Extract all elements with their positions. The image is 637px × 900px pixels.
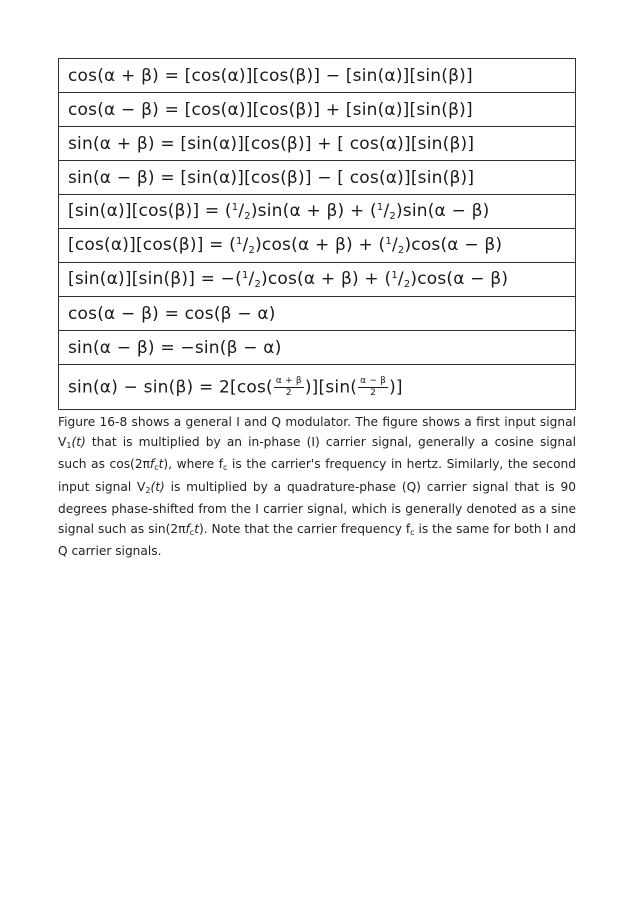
table-row	[59, 161, 576, 195]
identity-text: )cos(α + β) + (	[255, 235, 386, 255]
trig-identities-table	[58, 58, 576, 410]
fraction-denominator: 2	[285, 387, 292, 398]
fraction-denominator: 2	[244, 211, 251, 222]
table-row	[59, 263, 576, 297]
identity-cell	[59, 93, 576, 127]
table-row	[59, 195, 576, 229]
paragraph-text: ), where f	[163, 457, 223, 471]
identity-text: [sin(α)][cos(β)] = (	[68, 201, 232, 221]
identity-text: cos(α − β) = [cos(α)][cos(β)] + [sin(α)][sin(β)]	[68, 99, 473, 120]
table-row	[59, 331, 576, 365]
identity-text: )sin(α − β)	[395, 201, 490, 221]
identity-text: )cos(α + β) + (	[261, 269, 392, 289]
table-row	[59, 59, 576, 93]
table-row	[59, 127, 576, 161]
fraction-denominator: 2	[403, 279, 411, 290]
identity-cell: $[\cos(\alpha)][\cos(\beta)] = (^1/_2)\cos(\alpha + \beta) + (^1/_2)\cos(\alpha - \beta)$	[59, 229, 576, 263]
paragraph-text: (t)	[150, 479, 165, 494]
paragraph-text: is the carrier's frequency in hertz. Similarly, the second input signal V	[58, 457, 576, 494]
table-row	[59, 93, 576, 127]
identity-text: sin(α − β) = [sin(α)][cos(β)] − [ cos(α)][sin(β)]	[68, 167, 475, 188]
identity-text: sin(α) − sin(β) = 2[cos(	[68, 377, 273, 397]
fraction-numerator: 1	[391, 270, 398, 281]
subscript: c	[154, 463, 159, 472]
fraction-numerator: 1	[241, 270, 249, 281]
paragraph-text: is multiplied by a quadrature-phase (Q) carrier signal that is 90 degrees phase-shifted from the I carrier signal, which is generally denoted as a sine signal such as sin(2π	[58, 479, 576, 536]
paragraph-text: f	[149, 457, 155, 471]
fraction-denominator: 2	[254, 279, 262, 290]
body-paragraph	[58, 413, 576, 562]
paragraph-text: Figure 16-8 shows a general I and Q modulator. The figure shows a first input signal V	[58, 415, 576, 449]
fraction-numerator: 1	[376, 202, 384, 213]
identity-cell: $[\sin(\alpha)][\sin(\beta)] = -(^1/_2)\cos(\alpha + \beta) + (^1/_2)\cos(\alpha - \beta)$	[59, 263, 576, 297]
fraction-denominator: 2	[370, 387, 377, 398]
subscript: 2	[145, 485, 151, 495]
paragraph-text: is the same for both I and Q carrier signals.	[58, 521, 577, 558]
identity-cell	[59, 59, 576, 93]
identity-text: [cos(α)][cos(β)] = (	[68, 235, 237, 255]
fraction-numerator: 1	[231, 202, 239, 213]
subscript: c	[410, 527, 415, 537]
identity-cell	[59, 331, 576, 365]
paragraph-text: (t)	[71, 434, 86, 449]
identity-text: cos(α − β) = cos(β − α)	[68, 303, 276, 324]
subscript: 1	[66, 440, 72, 450]
identity-text: sin(α − β) = −sin(β − α)	[68, 337, 282, 358]
identity-text: )sin(α + β) + (	[250, 201, 377, 221]
fraction-denominator: 2	[248, 245, 256, 256]
paragraph-text: f	[185, 521, 190, 536]
paragraph-text: ). Note that the carrier frequency f	[198, 521, 411, 536]
fraction-denominator: 2	[397, 245, 405, 256]
paragraph-text: t	[194, 521, 199, 536]
identity-text: )cos(α − β)	[410, 269, 509, 289]
fraction-numerator: α − β	[360, 375, 387, 386]
fraction-numerator: 1	[236, 236, 243, 247]
fraction-numerator: α + β	[275, 375, 302, 386]
table-row	[59, 297, 576, 331]
fraction	[274, 376, 304, 399]
paragraph-text: t	[158, 457, 164, 471]
identity-cell: $[\sin(\alpha)][\cos(\beta)] = (^1/_2)\sin(\alpha + \beta) + (^1/_2)\sin(\alpha - \beta)$	[59, 195, 576, 229]
identity-cell	[59, 127, 576, 161]
subscript: c	[189, 527, 195, 537]
identity-cell	[59, 365, 576, 410]
identity-text: [sin(α)][sin(β)] = −(	[68, 269, 242, 289]
fraction-denominator: 2	[389, 211, 396, 222]
identity-text: )]	[389, 377, 403, 397]
identity-text: cos(α + β) = [cos(α)][cos(β)] − [sin(α)][sin(β)]	[68, 65, 473, 86]
identity-cell	[59, 297, 576, 331]
identity-text: sin(α + β) = [sin(α)][cos(β)] + [ cos(α)][sin(β)]	[68, 133, 475, 154]
fraction	[358, 376, 388, 399]
paragraph-text: that is multiplied by an in-phase (I) carrier signal, generally a cosine signal such as cos(2π	[58, 434, 576, 471]
table-row	[59, 365, 576, 410]
identity-text: )cos(α − β)	[404, 235, 503, 255]
subscript: c	[223, 463, 228, 472]
fraction-numerator: 1	[385, 236, 392, 247]
identity-cell	[59, 161, 576, 195]
identity-text: )][sin(	[304, 377, 358, 397]
table-row	[59, 229, 576, 263]
